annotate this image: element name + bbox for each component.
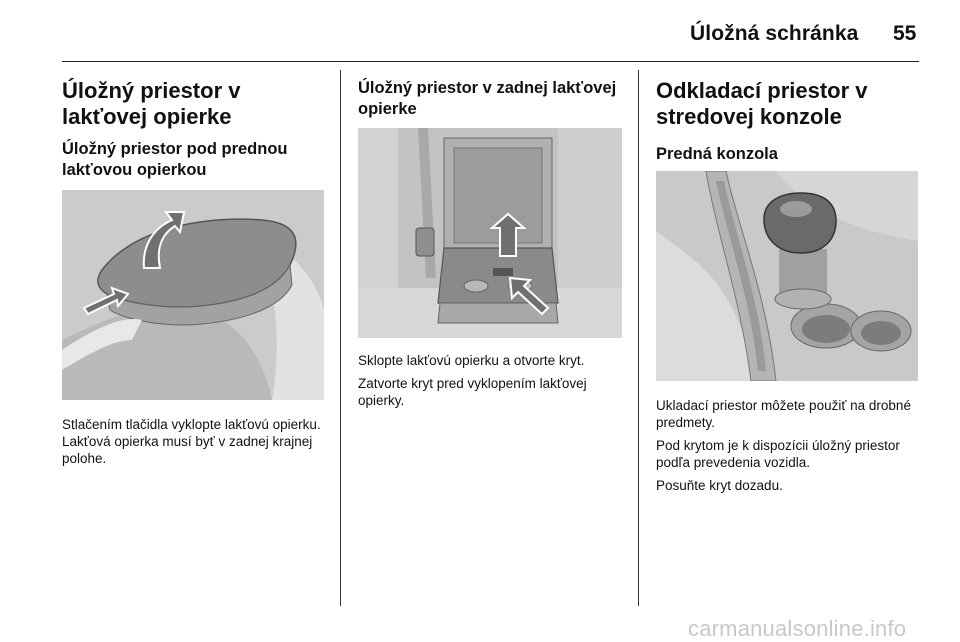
column-front-armrest-text xyxy=(62,416,324,467)
figure-front-console xyxy=(656,171,918,381)
column-console xyxy=(656,78,920,165)
header-rule xyxy=(62,61,919,62)
paragraph-rear-armrest-2: Zatvorte kryt pred vyklopením lakťovej opierky. xyxy=(358,376,587,408)
column-divider-2 xyxy=(638,70,639,606)
paragraph-console-2: Pod krytom je k dispozícii úložný priestor podľa prevedenia vozidla. xyxy=(656,438,900,470)
paragraph-console-3: Posuňte kryt dozadu. xyxy=(656,478,783,493)
column-console-text xyxy=(656,397,920,494)
column-divider-1 xyxy=(340,70,341,606)
paragraph-front-armrest: Stlačením tlačidla vyklopte lakťovú opierku. Lakťová opierka musí byť v zadnej krajnej polohe. xyxy=(62,417,321,466)
column-rear-armrest xyxy=(358,78,624,120)
paragraph-rear-armrest-1: Sklopte lakťovú opierku a otvorte kryt. xyxy=(358,353,585,368)
watermark: carmanualsonline.info xyxy=(688,616,907,641)
paragraph-console-1: Ukladací priestor môžete použiť na drobné predmety. xyxy=(656,398,911,430)
header-title: Úložná schránka xyxy=(690,22,859,45)
section-heading-rear-armrest: Úložný priestor v zadnej lakťovej opierke xyxy=(358,79,617,118)
subheading-front-armrest: Úložný priestor pod prednou lakťovou opierkou xyxy=(62,140,288,179)
section-heading-armrest: Úložný priestor v lakťovej opierke xyxy=(62,78,241,129)
figure-front-armrest xyxy=(62,190,324,400)
section-heading-console: Odkladací priestor v stredovej konzole xyxy=(656,78,868,129)
column-rear-armrest-text xyxy=(358,352,624,409)
subheading-front-console: Predná konzola xyxy=(656,145,778,163)
figure-rear-armrest xyxy=(358,128,622,338)
column-front-armrest xyxy=(62,78,324,181)
page-number: 55 xyxy=(893,22,917,45)
